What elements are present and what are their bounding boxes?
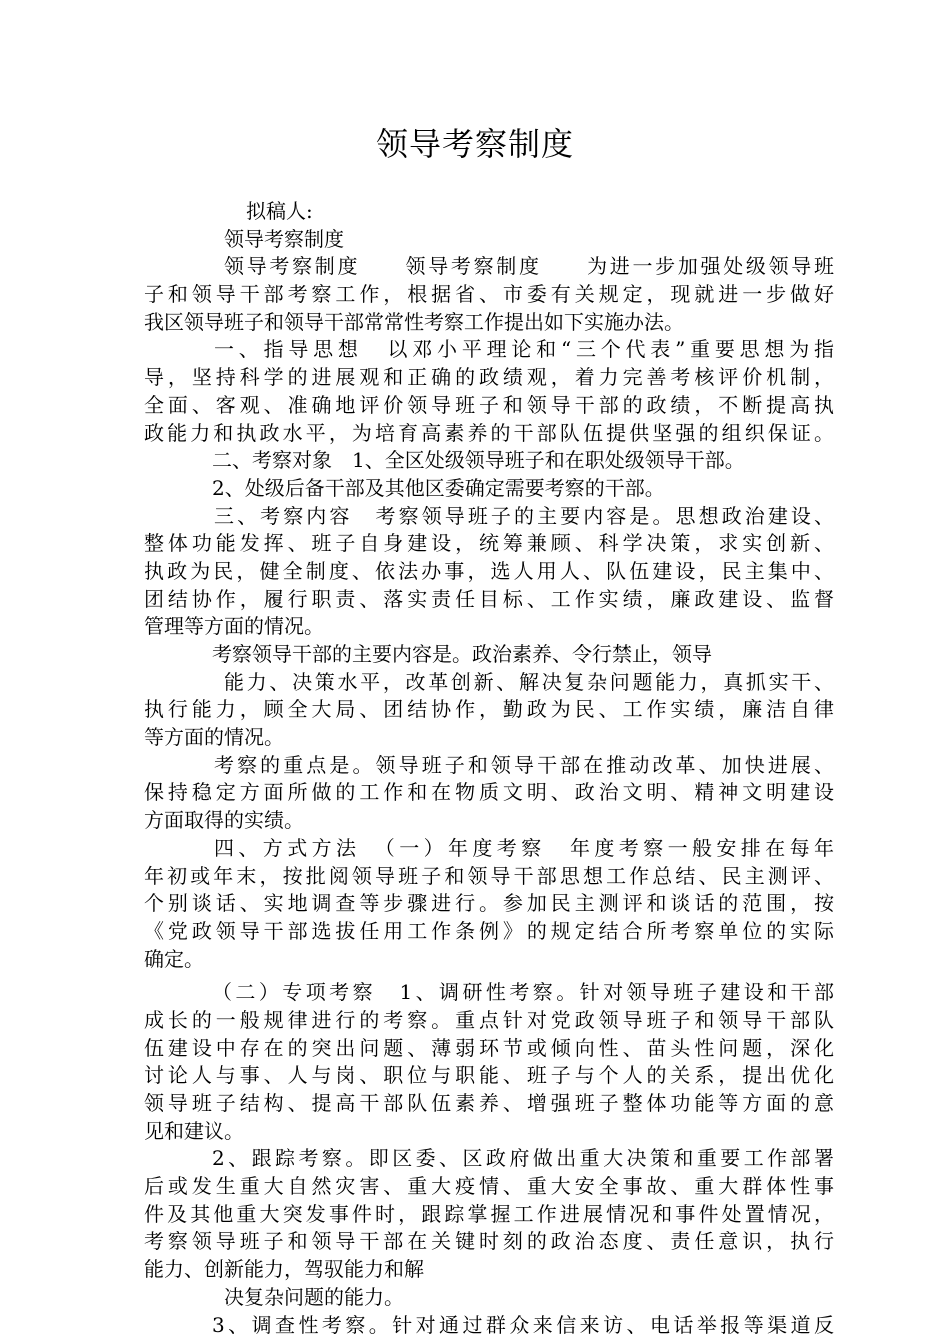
text-line: 二、考察对象 1、全区处级领导班子和在职处级领导干部。 [212, 448, 745, 473]
text-line: 拟稿人: [246, 199, 313, 223]
text-line: 考察领导干部的主要内容是。政治素养、令行禁止，领导 [212, 642, 712, 666]
text-line: 后或发生重大自然灾害、重大疫情、重大安全事故、重大群体性事 [144, 1174, 834, 1199]
text-line: 团结协作，履行职责、落实责任目标、工作实绩，廉政建设、监督 [144, 586, 834, 611]
text-line: 方面取得的实绩。 [144, 808, 304, 833]
text-line: 管理等方面的情况。 [144, 614, 324, 639]
text-line: 考察的重点是。领导班子和领导干部在推动改革、加快进展、 [214, 752, 834, 777]
text-line: 一、指导思想 以邓小平理论和“三个代表”重要思想为指 [214, 337, 834, 362]
text-line: 3、调查性考察。针对通过群众来信来访、电话举报等渠道反 [212, 1312, 834, 1337]
text-line: 领导考察制度 [224, 226, 344, 251]
text-line: 件及其他重大突发事件时，跟踪掌握工作进展情况和事件处置情况， [144, 1201, 834, 1226]
text-line: 成长的一般规律进行的考察。重点针对党政领导班子和领导干部队 [144, 1007, 834, 1032]
text-line: 能力、决策水平，改革创新、解决复杂问题能力，真抓实干、 [224, 669, 834, 694]
text-line: 政能力和执政水平，为培育高素养的干部队伍提供坚强的组织保证。 [144, 420, 834, 445]
text-line: 执行能力，顾全大局、团结协作，勤政为民、工作实绩，廉洁自律 [144, 697, 834, 722]
text-line: 四、方式方法 （一）年度考察 年度考察一般安排在每年 [214, 835, 834, 860]
text-line: 整体功能发挥、班子自身建设，统筹兼顾、科学决策，求实创新、 [144, 531, 834, 556]
text-line: 我区领导班子和领导干部常常性考察工作提出如下实施办法。 [144, 309, 684, 334]
text-line: 决复杂问题的能力。 [224, 1284, 404, 1309]
text-line: 年初或年末，按批阅领导班子和领导干部思想工作总结、民主测评、 [144, 863, 834, 888]
text-line: 2、处级后备干部及其他区委确定需要考察的干部。 [212, 475, 665, 500]
text-line: 个别谈话、实地调查等步骤进行。参加民主测评和谈话的范围，按 [144, 891, 834, 916]
text-line: 三、考察内容 考察领导班子的主要内容是。思想政治建设、 [214, 503, 834, 528]
text-line: 伍建设中存在的突出问题、薄弱环节或倾向性、苗头性问题，深化 [144, 1035, 834, 1060]
text-line: 2、跟踪考察。即区委、区政府做出重大决策和重要工作部署 [212, 1146, 834, 1171]
text-line: 《党政领导干部选拔任用工作条例》的规定结合所考察单位的实际 [144, 918, 834, 943]
text-line: 能力、创新能力，驾驭能力和解 [144, 1257, 424, 1282]
text-line: 确定。 [144, 946, 204, 971]
text-line: 全面、客观、准确地评价领导班子和领导干部的政绩，不断提高执 [144, 392, 834, 417]
text-line: 保持稳定方面所做的工作和在物质文明、政治文明、精神文明建设 [144, 780, 834, 805]
text-line: 领导班子结构、提高干部队伍素养、增强班子整体功能等方面的意 [144, 1091, 834, 1115]
text-line: 领导考察制度 领导考察制度 为进一步加强处级领导班 [224, 254, 834, 279]
text-line: 讨论人与事、人与岗、职位与职能、班子与个人的关系，提出优化 [144, 1063, 834, 1088]
text-line: 导，坚持科学的进展观和正确的政绩观，着力完善考核评价机制， [144, 365, 834, 390]
document-title: 领导考察制度 [375, 125, 574, 163]
document-body [144, 198, 834, 1339]
text-line: 等方面的情况。 [144, 725, 284, 750]
text-line: 执政为民，健全制度、依法办事，选人用人、队伍建设，民主集中、 [144, 558, 834, 583]
text-line: 子和领导干部考察工作，根据省、市委有关规定，现就进一步做好 [144, 282, 834, 307]
text-line: （二）专项考察 1、调研性考察。针对领导班子建设和干部 [212, 980, 834, 1005]
text-line: 见和建议。 [144, 1118, 244, 1143]
text-line: 考察领导班子和领导干部在关键时刻的政治态度、责任意识，执行 [144, 1229, 834, 1254]
